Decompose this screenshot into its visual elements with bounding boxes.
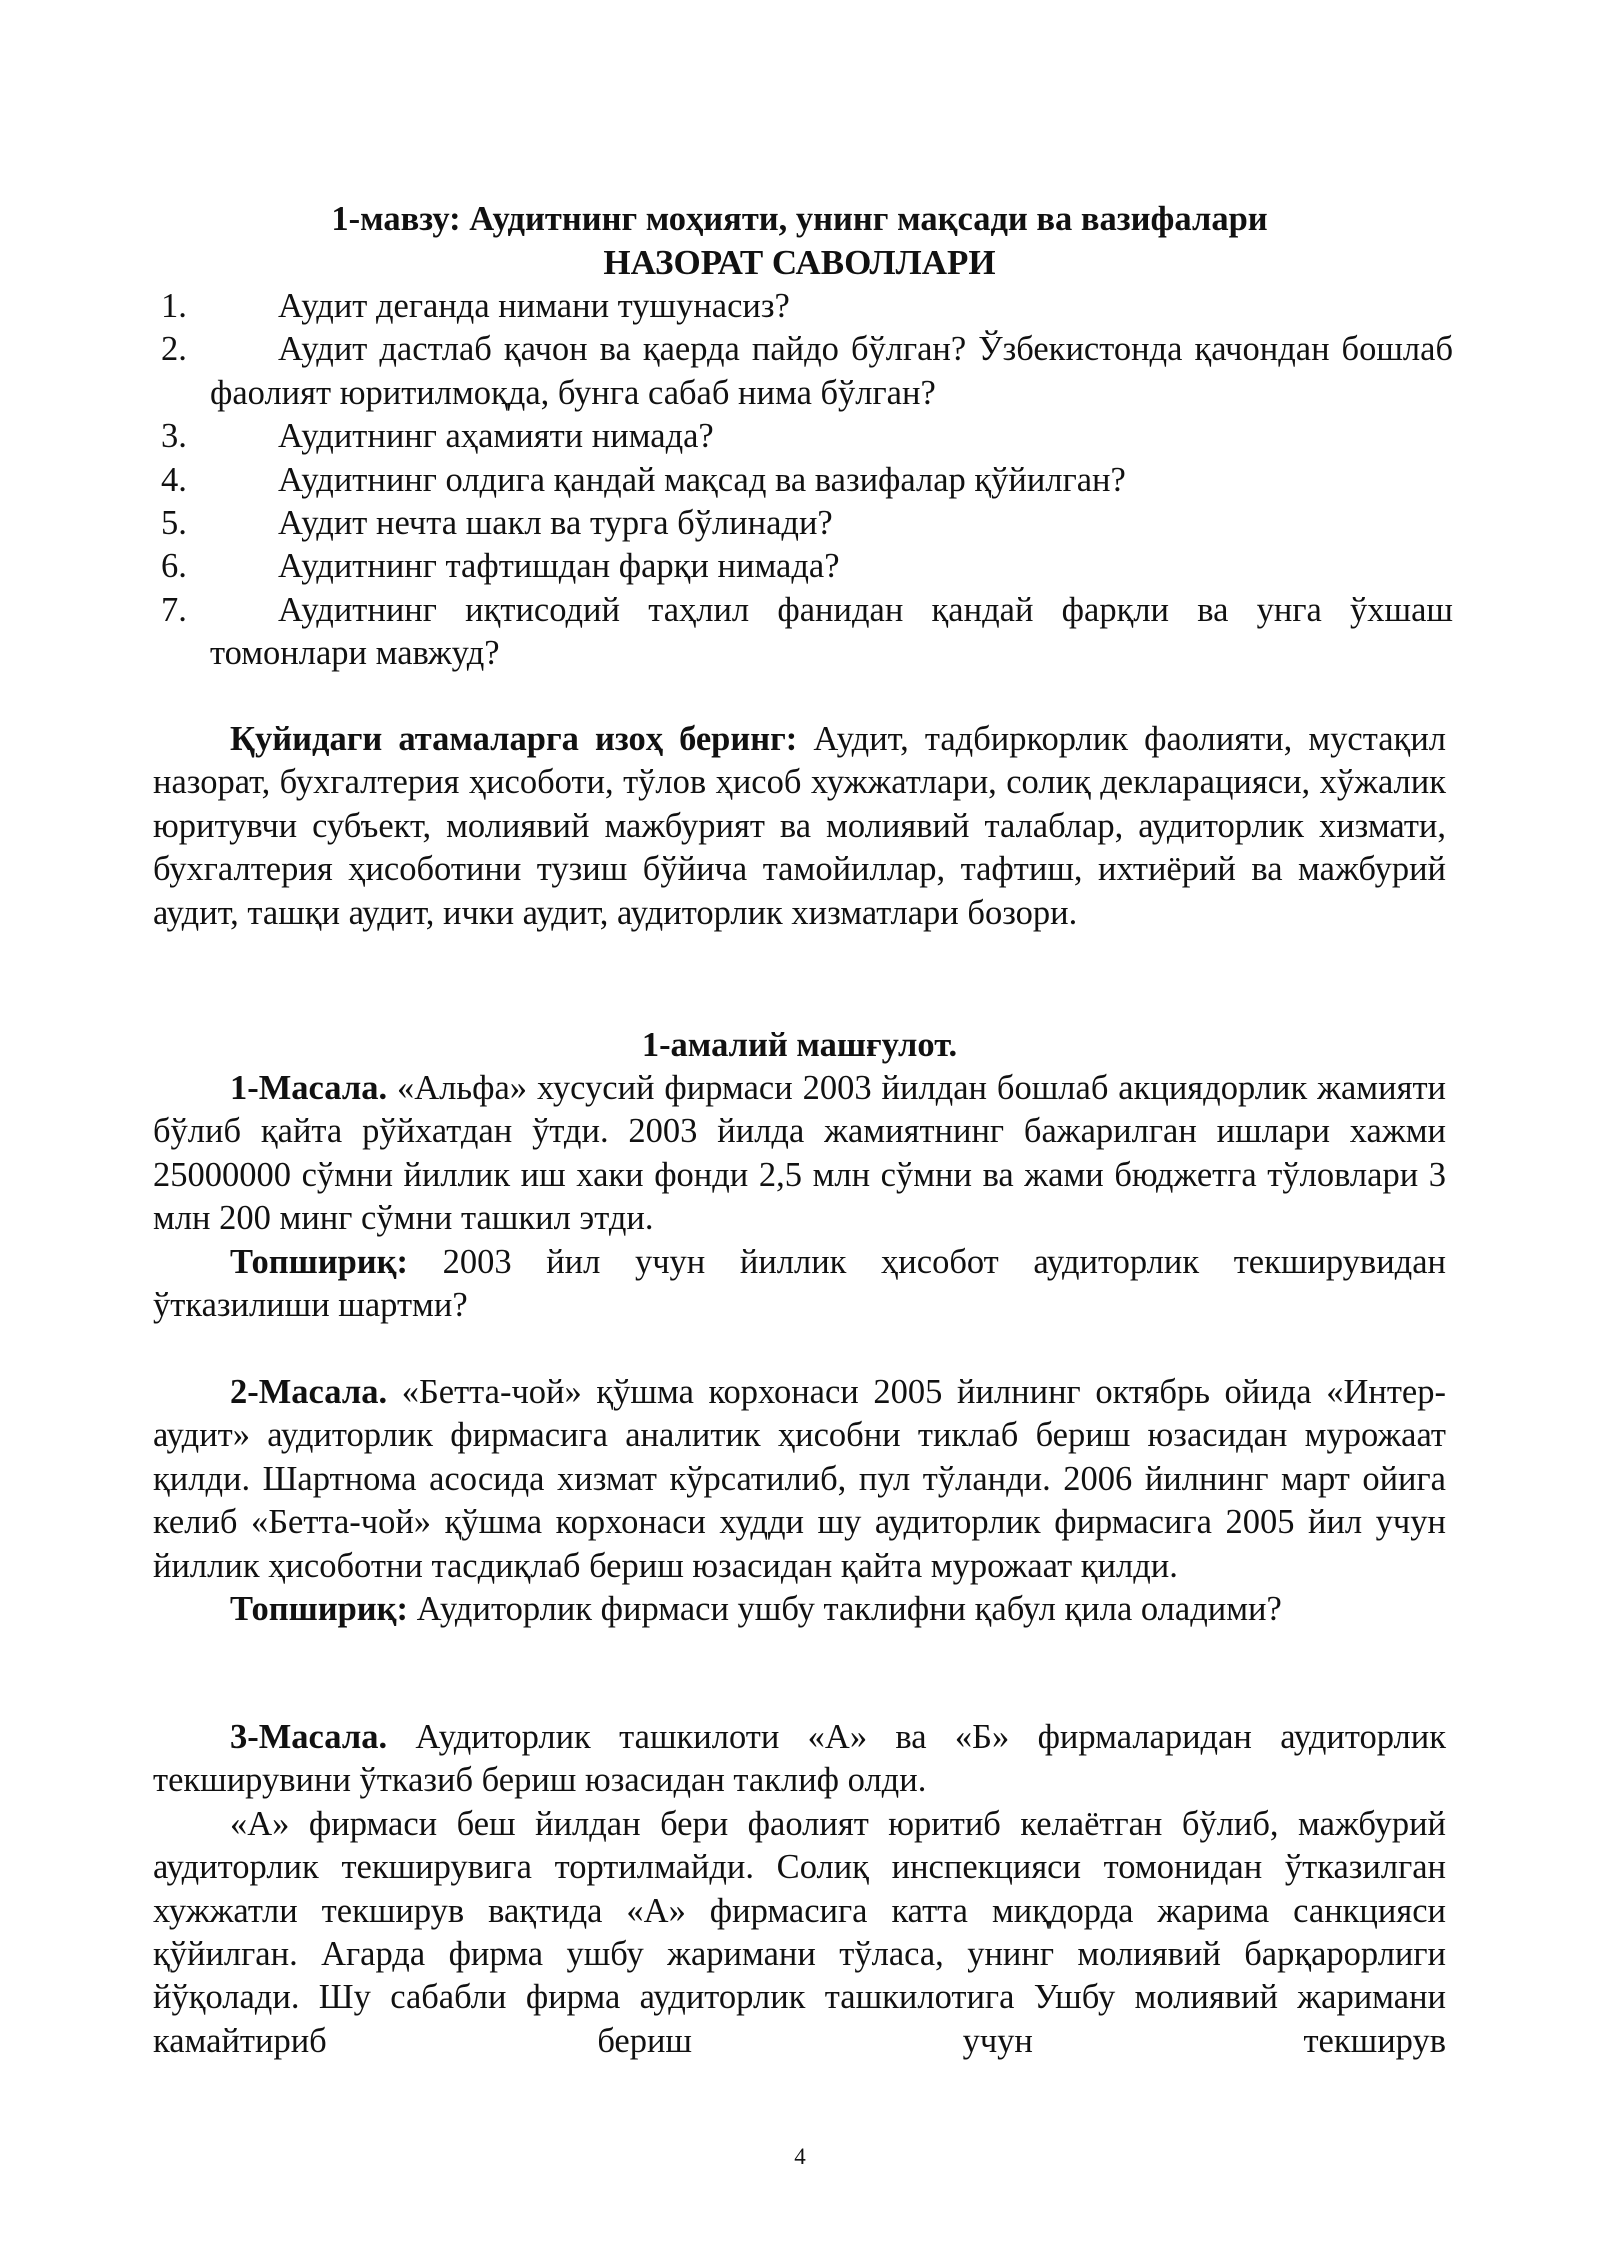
question-text: Аудитнинг олдига қандай мақсад ва вазифалар қўйилган?	[278, 460, 1126, 499]
question-text: Аудитнинг тафтишдан фарқи нимада?	[278, 547, 840, 586]
question-number: 3.	[161, 417, 187, 456]
list-item	[153, 502, 1453, 545]
practice-title: 1-амалий машғулот.	[641, 1026, 958, 1064]
definitions-text: Аудит, тадбиркорлик фаолияти, мустақил назорат, бухгалтерия ҳисоботи, тўлов ҳисоб хужжатлари, солиқ декларацияси, хўжалик юритувчи субъект, молиявий мажбурият ва молиявий талаблар, аудиторлик хизмати, бухгалтерия ҳисоботини тузиш бўйича тамойиллар, тафтиш, ихтиёрий ва мажбурий аудит, ташқи аудит, ички аудит, аудиторлик хизматлари бозори.	[153, 720, 1446, 932]
task-1	[153, 1067, 1446, 1327]
task-paragraph: «А» фирмаси беш йилдан бери фаолият юритиб келаётган бўлиб, мажбурий аудиторлик текширувига тортилмайди. Солиқ инспекцияси томонидан ўтказилган хужжатли текширув вақтида «А» фирмасига катта миқдорда жарима санкцияси қўйилган. Агарда фирма ушбу жаримани тўласа, унинг молиявий барқарорлиги йўқолади. Шу сабабли фирма аудиторлик ташкилотига Ушбу молиявий жаримани камайтириб бериш учун текширув	[153, 1804, 1446, 2060]
task-3	[153, 1716, 1446, 2063]
list-item	[153, 589, 1453, 676]
task-2	[153, 1371, 1446, 1631]
list-item	[153, 545, 1453, 588]
assignment-label: Топшириқ:	[230, 1590, 409, 1629]
list-item	[153, 285, 1453, 328]
topic-heading: 1-мавзу: Аудитнинг моҳияти, унинг мақсади ва вазифалари	[331, 200, 1268, 238]
task-label: 1-Масала.	[230, 1069, 388, 1107]
control-questions-title: НАЗОРАТ САВОЛЛАРИ	[603, 243, 996, 282]
assignment-text: Аудиторлик фирмаси ушбу таклифни қабул қила оладими?	[408, 1590, 1282, 1629]
question-text: Аудитнинг аҳамияти нимада?	[278, 417, 714, 456]
question-number: 6.	[161, 547, 187, 586]
task-label: 3-Масала.	[230, 1718, 388, 1756]
list-item	[153, 459, 1453, 502]
task-text: «Бетта-чой» қўшма корхонаси 2005 йилнинг октябрь ойида «Интер-аудит» аудиторлик фирмасига аналитик ҳисобни тиклаб бериш юзасидан мурожаат қилди. Шартнома асосида хизмат кўрсатилиб, пул тўланди. 2006 йилнинг март ойига келиб «Бетта-чой» қўшма корхонаси худди шу аудиторлик фирмасига 2005 йил учун йиллик ҳисоботни тасдиқлаб бериш юзасидан қайта мурожаат қилди.	[153, 1373, 1446, 1585]
question-number: 5.	[161, 504, 187, 543]
definitions-paragraph	[153, 718, 1446, 935]
task-label: 2-Масала.	[230, 1373, 388, 1411]
question-number: 4.	[161, 460, 187, 499]
question-text: Аудитнинг иқтисодий таҳлил фанидан қандай фарқли ва унга ўхшаш томонлари мавжуд?	[210, 590, 1453, 673]
question-number: 1.	[161, 287, 187, 325]
page-number: 4	[794, 2144, 806, 2169]
question-text: Аудит дастлаб қачон ва қаерда пайдо бўлган? Ўзбекистонда қачондан бошлаб фаолият юритилмоқда, бунга сабаб нима бўлган?	[210, 330, 1453, 412]
task-text: «Альфа» хусусий фирмаси 2003 йилдан бошлаб акциядорлик жамияти бўлиб қайта рўйхатдан ўтди. 2003 йилда жамиятнинг бажарилган ишлари хажми 25000000 сўмни йиллик иш хаки фонди 2,5 млн сўмни ва жами бюджетга тўловлари 3 млн 200 минг сўмни ташкил этди.	[153, 1069, 1446, 1238]
question-number: 7.	[161, 590, 187, 629]
questions-list	[153, 285, 1453, 676]
assignment-text: 2003 йил учун йиллик ҳисобот аудиторлик текширувидан ўтказилиши шартми?	[153, 1242, 1446, 1325]
task-text: Аудиторлик ташкилоти «А» ва «Б» фирмаларидан аудиторлик текширувини ўтказиб бериш юзасидан таклиф олди.	[153, 1718, 1446, 1800]
assignment-label: Топшириқ:	[230, 1242, 409, 1281]
list-item	[153, 415, 1453, 458]
question-text: Аудит нечта шакл ва турга бўлинади?	[278, 504, 833, 543]
question-number: 2.	[161, 330, 187, 369]
question-text: Аудит деганда нимани тушунасиз?	[278, 287, 790, 325]
list-item	[153, 328, 1453, 415]
definitions-label: Қуйидаги атамаларга изоҳ беринг:	[230, 720, 798, 758]
